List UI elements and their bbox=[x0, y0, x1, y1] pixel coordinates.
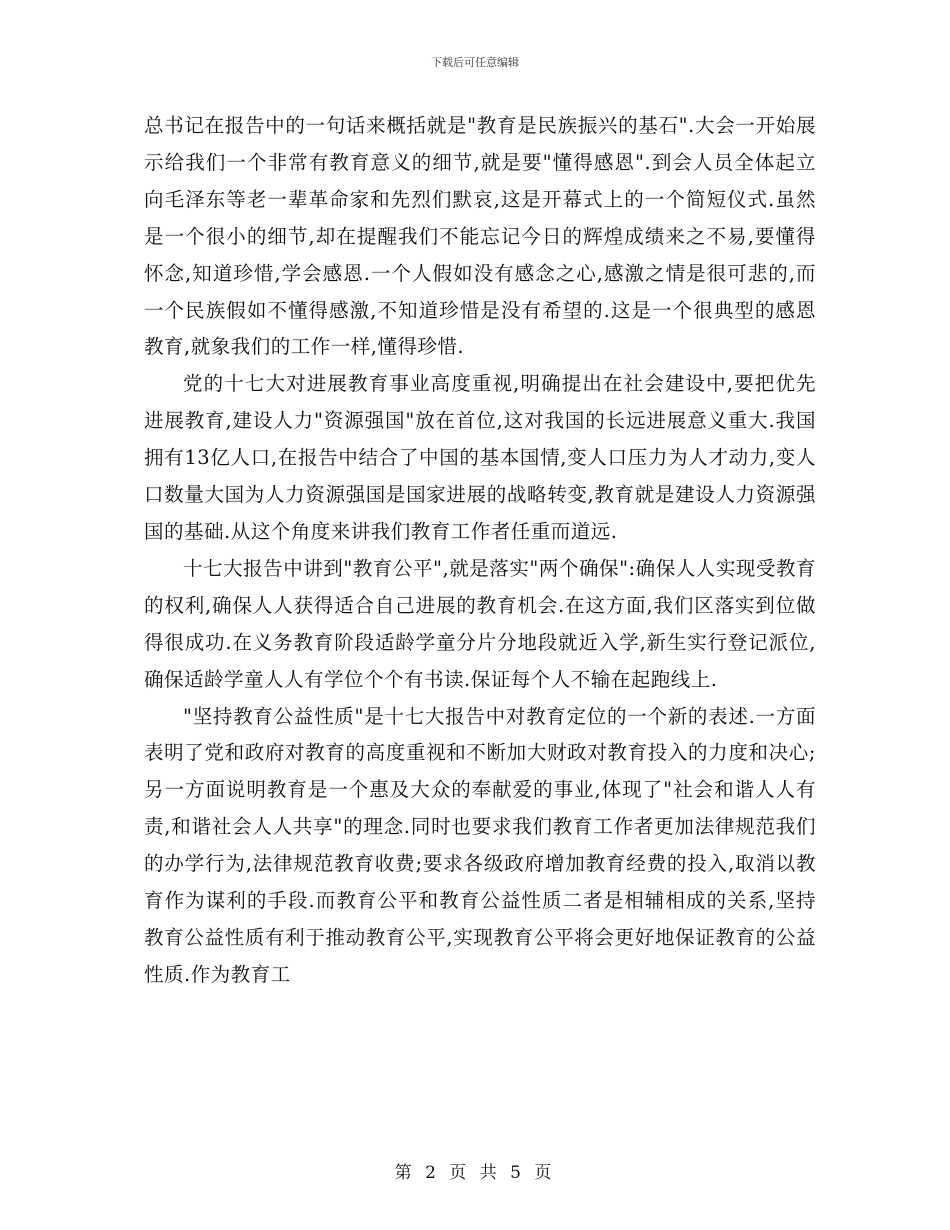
page-header-note: 下载后可任意编辑 bbox=[431, 56, 519, 69]
paragraph-continuation: 总书记在报告中的一句话来概括就是"教育是民族振兴的基石".大会一开始展示给我们一个非常有教育意义的细节,就是要"懂得感恩".到会人员全体起立向毛泽东等老一辈革命家和先烈们默哀,这是开幕式上的一个简短仪式.虽然是一个很小的细节,却在提醒我们不能忘记今日的辉煌成绩来之不易,要懂得怀念,知道珍惜,学会感恩.一个人假如没有感念之心,感激之情是很可悲的,而一个民族假如不懂得感激,不知道珍惜是没有希望的.这是一个很典型的感恩教育,就象我们的工作一样,懂得珍惜. bbox=[144, 114, 816, 359]
paragraph-education-priority: 党的十七大对进展教育事业高度重视,明确提出在社会建设中,要把优先进展教育,建设人力"资源强国"放在首位,这对我国的长远进展意义重大.我国拥有13亿人口,在报告中结合了中国的基本国情,变人口压力为人才动力,变人口数量大国为人力资源强国是国家进展的战略转变,教育就是建设人力资源强国的基础.从这个角度来讲我们教育工作者任重而道远. bbox=[144, 372, 816, 543]
paragraph-education-fairness: 十七大报告中讲到"教育公平",就是落实"两个确保":确保人人实现受教育的权利,确保人人获得适合自己进展的教育机会.在这方面,我们区落实到位做得很成功.在义务教育阶段适龄学童分片分地段就近入学,新生实行登记派位,确保适龄学童人人有学位个个有书读.保证每个人不输在起跑线上. bbox=[144, 556, 816, 691]
page-number: 第 2 页 共 5 页 bbox=[394, 1163, 556, 1183]
document-body bbox=[144, 108, 816, 994]
paragraph-public-welfare: "坚持教育公益性质"是十七大报告中对教育定位的一个新的表述.一方面表明了党和政府对教育的高度重视和不断加大财政对教育投入的力度和决心;另一方面说明教育是一个惠及大众的奉献爱的事业,体现了"社会和谐人人有责,和谐社会人人共享"的理念.同时也要求我们教育工作者更加法律规范我们的办学行为,法律规范教育收费;要求各级政府增加教育经费的投入,取消以教育作为谋利的手段.而教育公平和教育公益性质二者是相辅相成的关系,坚持教育公益性质有利于推动教育公平,实现教育公平将会更好地保证教育的公益性质.作为教育工 bbox=[144, 704, 816, 986]
